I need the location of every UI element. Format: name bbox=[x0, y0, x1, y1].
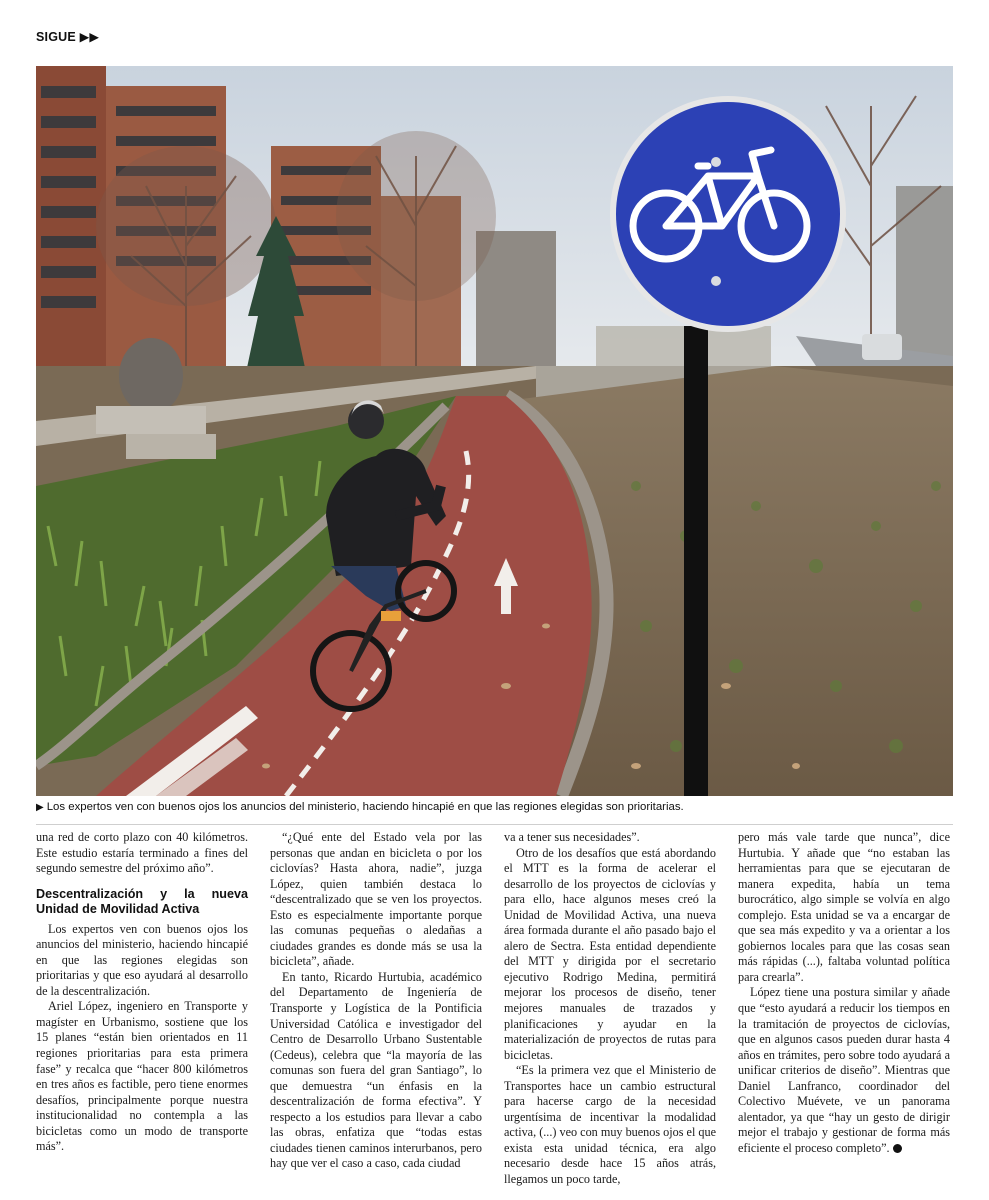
paragraph: Otro de los desafíos que está abordando el MTT es la forma de acelerar el desarrollo de los proyectos de ciclovías y para ello, hace algunos meses creó la Unidad de Movilidad Activa, una nueva área formada durante el año pasado bajo el alero de Sectra. Esta entidad dependiente del MTT y dirigida por el secretario ejecutivo Rodrigo Medina, permitirá mejorar los procesos de diseño, tener mejores manuales de trazados y planificaciones y ayudar en la materialización de proyectos de rutas para bicicletas. bbox=[504, 845, 716, 1062]
end-mark-icon bbox=[893, 1144, 902, 1153]
paragraph: “Es la primera vez que el Ministerio de Transportes hace un cambio estructural para hacerse cargo de la necesidad urgentísima de incentivar la modalidad activa, (...) veo con muy buenos ojos el que exista esta unidad técnica, era algo necesario desde hace 15 años atrás, llegamos un poco tarde, bbox=[504, 1063, 716, 1187]
subheading: Descentralización y la nueva Unidad de Movilidad Activa bbox=[36, 886, 248, 917]
paragraph: Los expertos ven con buenos ojos los anuncios del ministerio, haciendo hincapié en que las regiones elegidas son prioritarias y que eso ayudará al desarrollo de la descentralización. bbox=[36, 921, 248, 998]
caption-marker: ▶ bbox=[36, 802, 44, 813]
paragraph: va a tener sus necesidades”. bbox=[504, 830, 640, 844]
article-column-3 bbox=[504, 830, 716, 1187]
caption-text: Los expertos ven con buenos ojos los anuncios del ministerio, haciendo hincapié en que las regiones elegidas son prioritarias. bbox=[46, 801, 684, 813]
paragraph: Ariel López, ingeniero en Transporte y magíster en Urbanismo, sostiene que los 15 planes “están bien orientados en 11 regiones prioritarias para esta primera fase” y recalca que “hacer 800 kilómetros en tres años es factible, pero tiene enormes desafíos, principalmente porque nuestra institucionalidad no contempla a las bicicletas como un modo de transporte más”. bbox=[36, 999, 248, 1154]
paragraph: En tanto, Ricardo Hurtubia, académico del Departamento de Ingeniería de Transporte y Logística de la Pontificia Universidad Católica e investigador del Centro de Desarrollo Urbano Sustentable (Cedeus), celebra que “la mayoría de las comunas son fuera del gran Santiago”, lo que demuestra “un énfasis en la descentralización de forma efectiva”. Y respecto a los estudios para llevar a cabo las obras, enfatiza que “todas estas ciudades tienen caminos interurbanos, pero hay que ver el caso a caso, cada ciudad bbox=[270, 969, 482, 1171]
paragraph-text: López tiene una postura similar y añade que “esto ayudará a reducir los tiempos en la tramitación de proyectos de ciclovías, que en algunos casos pueden durar hasta 4 años en trámites, pero sobre todo ayudará a unificar criterios de diseño”. Mientras que Daniel Lanfranco, coordinador del Colectivo Muévete, ve un panorama alentador, ya que “hay un gesto de dirigir mejor el trabajo y gestionar de forma más eficiente el proceso completo”. bbox=[738, 985, 950, 1155]
paragraph: “¿Qué ente del Estado vela por las personas que andan en bicicleta o por los ciclovías? Hasta ahora, nadie”, juzga López, quien también destaca lo “descentralizado que se ven los proyectos. Esto es especialmente importante porque las comunas pequeñas o aledañas a ciudades grandes es donde más se usa la bicicleta”, añade. bbox=[270, 830, 482, 969]
caption-divider bbox=[36, 824, 953, 825]
paragraph: pero más vale tarde que nunca”, dice Hurtubia. Y añade que “no estaban las herramientas para que se ejecutaran de manera expedita, había un tema burocrático, algo simple se volvía en algo complejo. Esta unidad se va a encargar de que sea más expedito y va a orientar a los gobiernos locales para que las cosas sean más rápidas (...), faltaba voluntad política para crearla”. bbox=[738, 830, 950, 984]
article-column-4 bbox=[738, 830, 950, 1155]
article-body bbox=[36, 830, 953, 1187]
article-photo bbox=[36, 66, 953, 796]
sign-pole bbox=[684, 326, 708, 796]
article-column-1 bbox=[36, 830, 248, 1154]
paragraph: una red de corto plazo con 40 kilómetros. Este estudio estaría terminado a fines del segundo semestre del próximo año”. bbox=[36, 830, 248, 876]
article-column-2 bbox=[270, 830, 482, 1171]
photo-caption bbox=[36, 801, 953, 813]
paragraph bbox=[738, 985, 950, 1156]
bicycle-icon bbox=[610, 96, 846, 332]
section-kicker: SIGUE ▶▶ bbox=[36, 30, 100, 44]
